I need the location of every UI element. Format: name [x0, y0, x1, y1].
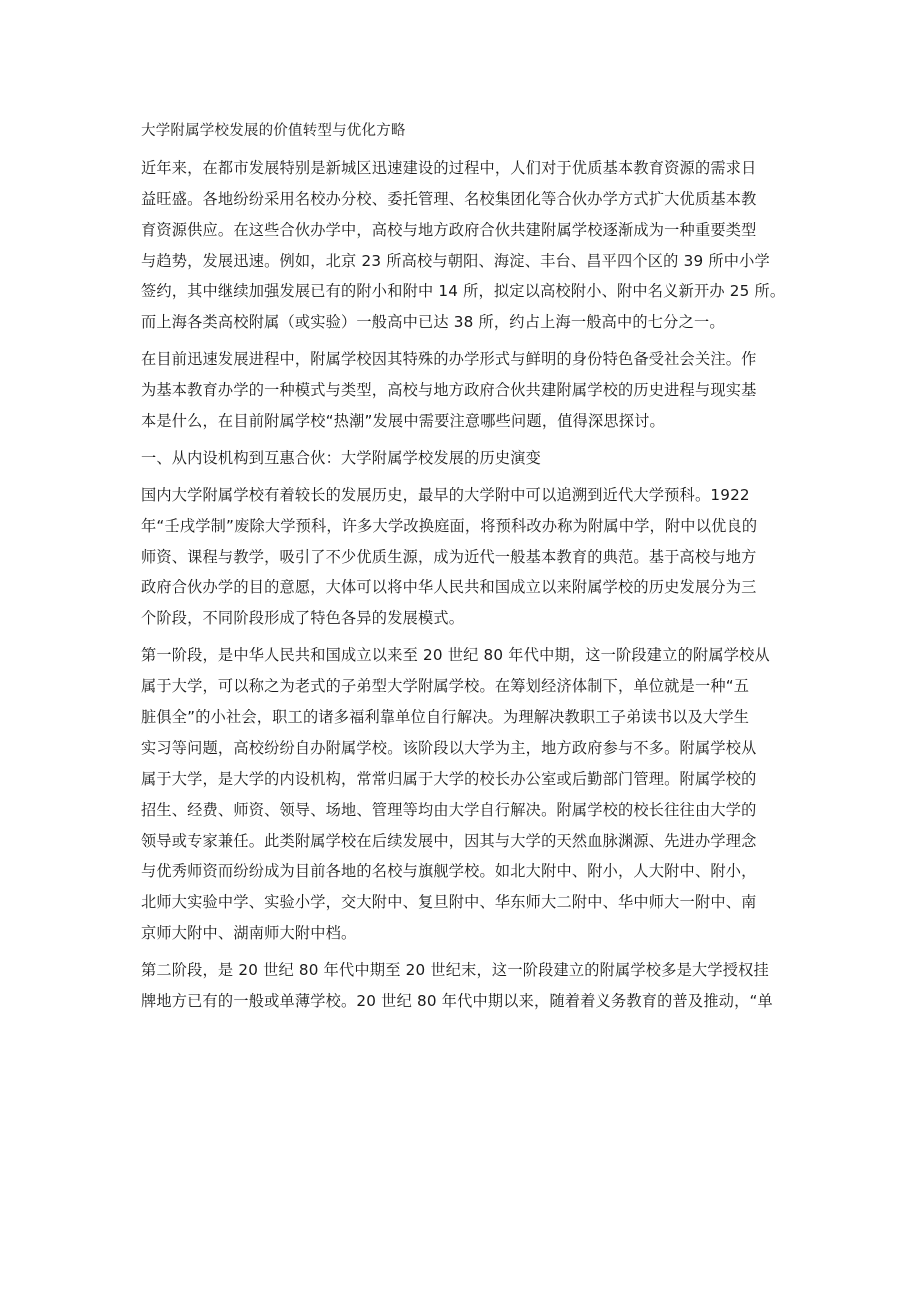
document-title: 大学附属学校发展的价值转型与优化方略 — [141, 123, 406, 139]
paragraph-line: 师资、课程与教学，吸引了不少优质生源，成为近代一般基本教育的典范。基于高校与地方 — [141, 547, 757, 566]
paragraph-line: 京师大附中、湖南师大附中档。 — [141, 924, 357, 943]
paragraph-line: 国内大学附属学校有着较长的发展历史，最早的大学附中可以追溯到近代大学预科。1922 — [141, 485, 750, 504]
paragraph-line: 年“壬戌学制”废除大学预科，许多大学改换庭面，将预科改办称为附属中学，附中以优良的 — [141, 516, 758, 535]
paragraph-line: 个阶段，不同阶段形成了特色各异的发展模式。 — [141, 609, 465, 628]
paragraph-line: 签约，其中继续加强发展已有的附小和附中 14 所，拟定以高校附小、附中名义新开办 25 所。 — [141, 282, 786, 301]
paragraph-line: 实习等问题，高校纷纷自办附属学校。该阶段以大学为主，地方政府参与不多。附属学校从 — [141, 738, 757, 757]
section-heading: 一、从内设机构到互惠合伙：大学附属学校发展的历史演变 — [141, 448, 542, 467]
document-body — [141, 116, 786, 1017]
paragraph-line: 北师大实验中学、实验小学，交大附中、复旦附中、华东师大二附中、华中师大一附中、南 — [141, 893, 757, 912]
paragraph-line: 益旺盛。各地纷纷采用名校办分校、委托管理、名校集团化等合伙办学方式扩大优质基本教 — [141, 189, 757, 208]
paragraph-line: 属于大学，是大学的内设机构，常常归属于大学的校长办公室或后勤部门管理。附属学校的 — [141, 769, 757, 788]
paragraph-line: 领导或专家兼任。此类附属学校在后续发展中，因其与大学的天然血脉渊源、先进办学理念 — [141, 831, 757, 850]
paragraph-line: 在目前迅速发展进程中，附属学校因其特殊的办学形式与鲜明的身份特色备受社会关注。作 — [141, 350, 757, 369]
paragraph-line: 政府合伙办学的目的意愿，大体可以将中华人民共和国成立以来附属学校的历史发展分为三 — [141, 578, 757, 597]
paragraph-line: 为基本教育办学的一种模式与类型，高校与地方政府合伙共建附属学校的历史进程与现实基 — [141, 381, 757, 400]
paragraph-line: 近年来，在都市发展特别是新城区迅速建设的过程中，人们对于优质基本教育资源的需求日 — [141, 158, 757, 177]
paragraph-line: 而上海各类高校附属（或实验）一般高中已达 38 所，约占上海一般高中的七分之一。 — [141, 313, 725, 332]
paragraph-line: 属于大学，可以称之为老式的子弟型大学附属学校。在筹划经济体制下，单位就是一种“五 — [141, 677, 750, 696]
paragraph-line: 与趋势，发展迅速。例如，北京 23 所高校与朝阳、海淀、丰台、昌平四个区的 39 所中小学 — [141, 251, 770, 270]
paragraph-line: 牌地方已有的一般或单薄学校。20 世纪 80 年代中期以来，随着着义务教育的普及推动，“单 — [141, 992, 773, 1011]
paragraph-line: 第一阶段，是中华人民共和国成立以来至 20 世纪 80 年代中期，这一阶段建立的附属学校从 — [141, 646, 770, 665]
paragraph-line: 与优秀师资而纷纷成为目前各地的名校与旗舰学校。如北大附中、附小，人大附中、附小， — [141, 862, 757, 881]
paragraph-line: 育资源供应。在这些合伙办学中，高校与地方政府合伙共建附属学校逐渐成为一种重要类型 — [141, 220, 757, 239]
paragraph-line: 本是什么，在目前附属学校“热潮”发展中需要注意哪些问题，值得深思探讨。 — [141, 412, 665, 431]
paragraph-line: 第二阶段，是 20 世纪 80 年代中期至 20 世纪末，这一阶段建立的附属学校多是大学授权挂 — [141, 961, 769, 980]
paragraph-line: 脏俱全”的小社会，职工的诸多福利靠单位自行解决。为理解决教职工子弟读书以及大学生 — [141, 708, 750, 727]
paragraph-line: 招生、经费、师资、领导、场地、管理等均由大学自行解决。附属学校的校长往往由大学的 — [141, 800, 757, 819]
